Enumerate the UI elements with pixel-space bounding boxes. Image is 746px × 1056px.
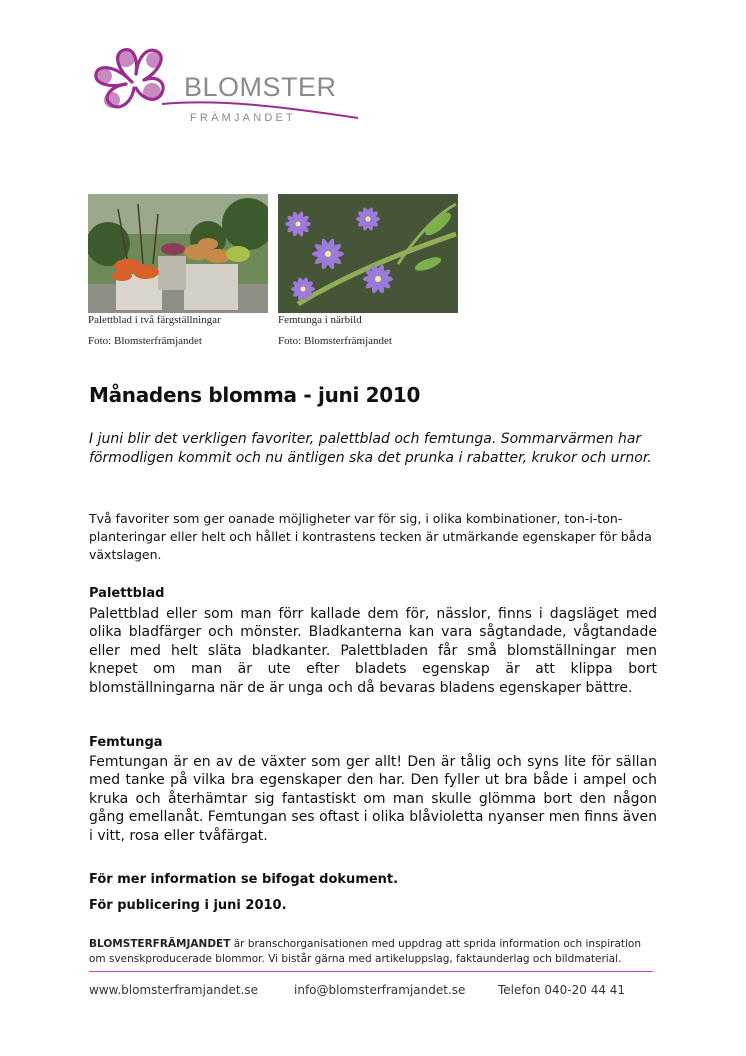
section-text: Femtungan är en av de växter som ger allt! Den är tålig och syns lite för sällan med tanke på vilka bra egenskaper den har. Den fyller ut bra både i ampel och kruka och återhämtar sig fantastiskt om man skulle glömma bort den någon gång emellanåt. Femtungan ses oftast i olika blåvioletta nyanser men finns även i vitt, rosa eller tvåfärgat. bbox=[89, 754, 657, 844]
logo-brand: BLOMSTER bbox=[184, 72, 337, 102]
photo-femtunga bbox=[278, 194, 458, 313]
section-heading: Femtunga bbox=[89, 735, 163, 750]
footer-about-text: är branschorganisationen med uppdrag att sprida information och inspiration om svenskproducerade blommor. Vi bistår gärna med artikeluppslag, faktaunderlag och bildmaterial. bbox=[89, 938, 642, 965]
footer-about bbox=[89, 937, 654, 967]
photo-palettblad bbox=[88, 194, 268, 313]
more-info-note: För mer information se bifogat dokument. bbox=[89, 872, 399, 887]
photo-credit: Foto: Blomsterfrämjandet bbox=[88, 335, 202, 347]
footer-phone: Telefon 040-20 44 41 bbox=[498, 983, 626, 997]
photo-credit: Foto: Blomsterfrämjandet bbox=[278, 335, 392, 347]
photo-caption: Palettblad i två färgställningar bbox=[88, 314, 221, 326]
article-intro: Två favoriter som ger oanade möjligheter var för sig, i olika kombinationer, ton-i-ton-planteringar eller helt och hållet i kontrastens tecken är utmärkande egenskaper för båda växtslagen. bbox=[89, 511, 652, 562]
article-title: Månadens blomma - juni 2010 bbox=[89, 383, 421, 407]
section-heading: Palettblad bbox=[89, 586, 165, 601]
logo-subtitle: FRÄMJANDET bbox=[190, 112, 296, 124]
section-text: Palettblad eller som man förr kallade dem för, nässlor, finns i dagsläget med olika bladfärger och mönster. Bladkanterna kan vara sågtandade, vågtandade eller med helt släta bladkanter. Palettbladen får små blomställningar men knepet om man är ute efter bladets egenskap är att klippa bort blomställningarna när de är unga och då bevaras bladens egenskaper bättre. bbox=[89, 606, 657, 696]
footer-org: BLOMSTERFRÄMJANDET bbox=[89, 938, 231, 950]
footer-website[interactable]: www.blomsterframjandet.se bbox=[89, 983, 259, 997]
photo-caption: Femtunga i närbild bbox=[278, 314, 362, 326]
footer-email[interactable]: info@blomsterframjandet.se bbox=[294, 983, 466, 997]
article-lead: I juni blir det verkligen favoriter, palettblad och femtunga. Sommarvärmen har förmodligen kommit och nu äntligen ska det prunka i rabatter, krukor och urnor. bbox=[89, 431, 652, 466]
footer-divider bbox=[89, 971, 653, 972]
publish-note: För publicering i juni 2010. bbox=[89, 898, 287, 913]
